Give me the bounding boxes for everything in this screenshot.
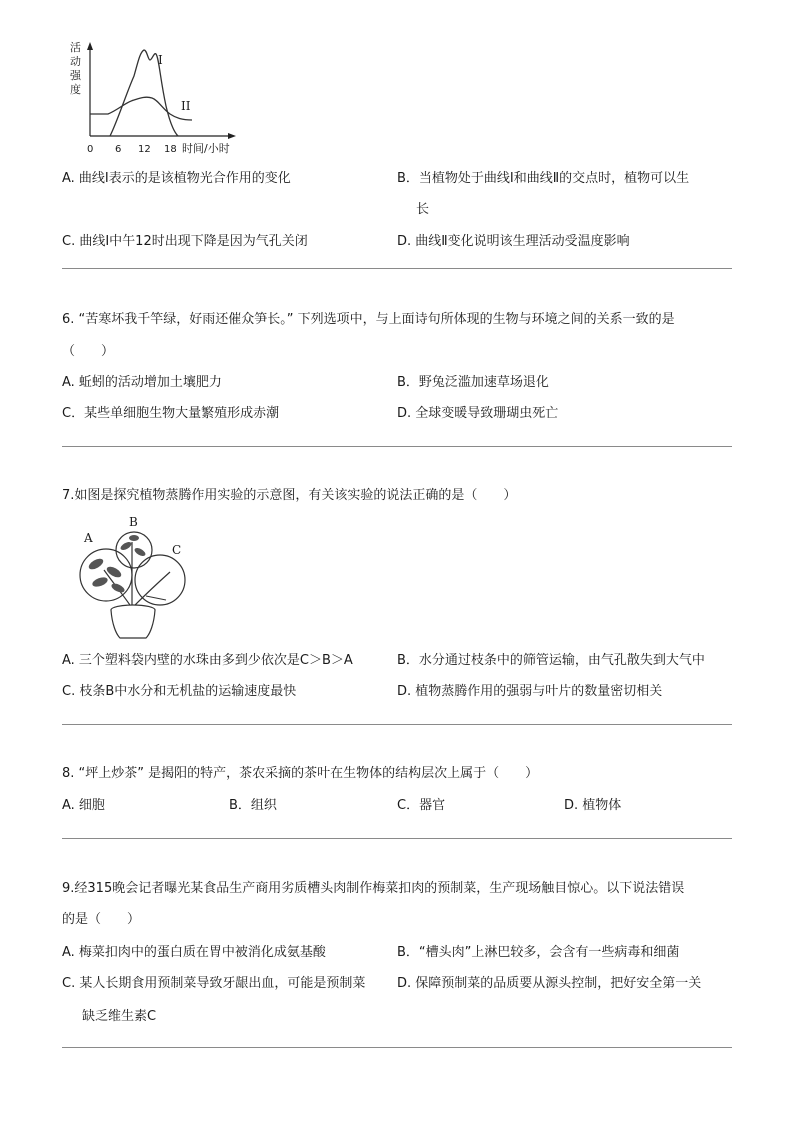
activity-curve-graph [60, 38, 260, 160]
x-tick-label: 18 [164, 144, 177, 155]
x-tick-label: 6 [115, 144, 122, 155]
q9-option-d[interactable]: D. 保障预制菜的品质要从源头控制，把好安全第一关 [397, 976, 702, 991]
q6-option-a[interactable]: A. 蚯蚓的活动增加土壤肥力 [62, 375, 222, 390]
q6-option-c[interactable]: C．某些单细胞生物大量繁殖形成赤潮 [62, 406, 280, 421]
curve-i-label: I [158, 53, 163, 67]
curve-i [110, 50, 178, 136]
q9-stem: 9.经315晚会记者曝光某食品生产商用劣质槽头肉制作梅菜扣肉的预制菜，生产现场触目惊心。以下说法错误 [62, 881, 685, 896]
leaf [105, 565, 123, 580]
q9-stem-continued: 的是（ ） [62, 912, 141, 927]
divider [62, 1047, 732, 1048]
plastic-bag-a [80, 549, 132, 601]
curve-ii [90, 97, 192, 120]
bag-label-b: B [129, 515, 138, 529]
y-axis-label-char: 强 [70, 69, 81, 82]
q7-option-b[interactable]: B．水分通过枝条中的筛管运输，由气孔散失到大气中 [397, 653, 705, 668]
y-axis-label-char: 度 [70, 83, 81, 96]
leaf [133, 546, 146, 557]
q8-option-d[interactable]: D. 植物体 [564, 798, 622, 813]
q7-stem: 7.如图是探究植物蒸腾作用实验的示意图，有关该实验的说法正确的是（ ） [62, 488, 517, 503]
divider [62, 838, 732, 839]
q5-option-d[interactable]: D. 曲线Ⅱ变化说明该生理活动受温度影响 [397, 234, 630, 249]
leaf [129, 535, 139, 541]
x-axis-label: 时间/小时 [182, 142, 230, 155]
y-axis-label-char: 活 [70, 41, 81, 54]
curve-ii-label: II [181, 99, 191, 113]
q8-option-a[interactable]: A. 细胞 [62, 798, 105, 813]
q6-option-d[interactable]: D. 全球变暖导致珊瑚虫死亡 [397, 406, 559, 421]
q7-option-c[interactable]: C. 枝条B中水分和无机盐的运输速度最快 [62, 684, 297, 699]
y-axis-arrow [87, 42, 93, 50]
q7-option-a[interactable]: A. 三个塑料袋内壁的水珠由多到少依次是C＞B＞A [62, 653, 353, 668]
q5-option-b-continued: 长 [416, 202, 430, 217]
bag-label-a: A [84, 531, 93, 545]
y-axis-label-char: 动 [70, 55, 81, 68]
q8-option-b[interactable]: B．组织 [229, 798, 277, 813]
x-tick-label: 12 [138, 144, 151, 155]
bag-tie-c [146, 596, 166, 600]
divider [62, 446, 732, 447]
bag-label-c: C [172, 543, 182, 557]
q5-option-a[interactable]: A. 曲线Ⅰ表示的是该植物光合作用的变化 [62, 171, 291, 186]
q9-option-c-continued: 缺乏维生素C [82, 1009, 157, 1024]
divider [62, 268, 732, 269]
q9-option-b[interactable]: B．“槽头肉”上淋巴较多，会含有一些病毒和细菌 [397, 945, 680, 960]
q9-option-c[interactable]: C. 某人长期食用预制菜导致牙龈出血，可能是预制菜 [62, 976, 366, 991]
q5-option-c[interactable]: C. 曲线Ⅰ中午12时出现下降是因为气孔关闭 [62, 234, 308, 249]
leaf [91, 576, 109, 589]
x-tick-label: 0 [87, 144, 94, 155]
leaf [110, 582, 126, 594]
q6-option-b[interactable]: B．野兔泛滥加速草场退化 [397, 375, 549, 390]
leaf [87, 557, 105, 572]
q9-option-a[interactable]: A. 梅菜扣肉中的蛋白质在胃中被消化成氨基酸 [62, 945, 326, 960]
leaf [119, 540, 132, 551]
q5-option-b[interactable]: B．当植物处于曲线Ⅰ和曲线Ⅱ的交点时，植物可以生 [397, 171, 690, 186]
pot-body [111, 610, 155, 638]
q8-option-c[interactable]: C．器官 [397, 798, 446, 813]
q8-stem: 8. “坪上炒茶” 是揭阳的特产，茶农采摘的茶叶在生物体的结构层次上属于（ ） [62, 766, 539, 781]
q7-option-d[interactable]: D. 植物蒸腾作用的强弱与叶片的数量密切相关 [397, 684, 663, 699]
q6-stem: 6. “苦寒坏我千竿绿，好雨还催众笋长。” 下列选项中，与上面诗句所体现的生物与环境之间的关系一致的是 [62, 312, 675, 327]
divider [62, 724, 732, 725]
transpiration-experiment-figure [74, 512, 194, 644]
x-axis-arrow [228, 133, 236, 139]
q6-stem-continued: （ ） [62, 344, 115, 359]
